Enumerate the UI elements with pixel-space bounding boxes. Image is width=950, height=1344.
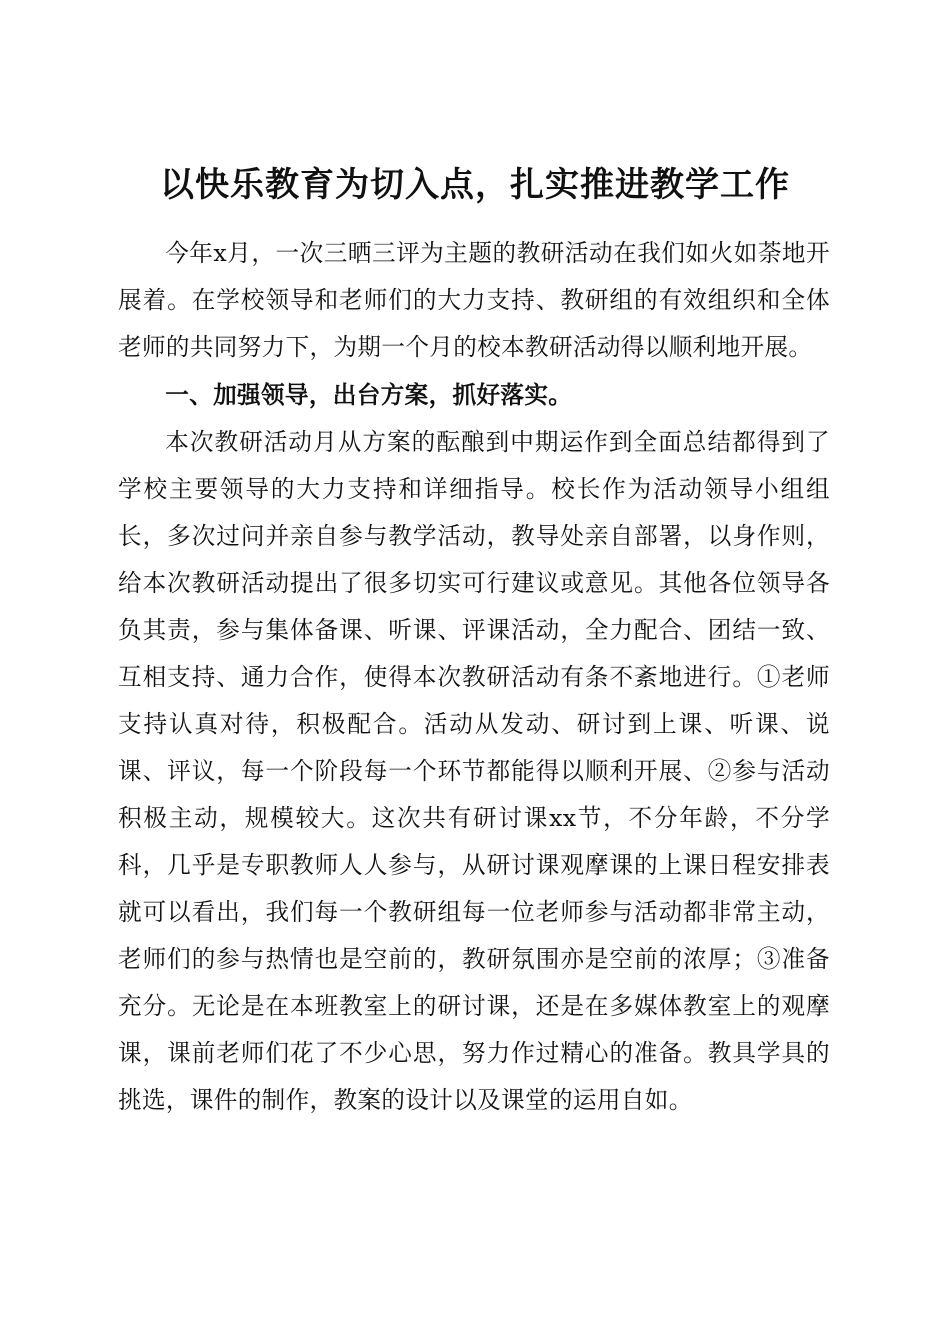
document-body (118, 230, 830, 1124)
section-heading-1: 一、加强领导，出台方案，抓好落实。 (165, 381, 573, 409)
section-paragraph-1: 本次教研活动月从方案的酝酿到中期运作到全面总结都得到了学校主要领导的大力支持和详细指导。校长作为活动领导小组组长，多次过问并亲自参与教学活动，教导处亲自部署，以身作则，给本次教研活动提出了很多切实可行建议或意见。其他各位领导各负其责，参与集体备课、听课、评课活动，全力配合、团结一致、互相支持、通力合作，使得本次教研活动有条不紊地进行。①老师支持认真对待，积极配合。活动从发动、研讨到上课、听课、说课、评议，每一个阶段每一个环节都能得以顺利开展、②参与活动积极主动，规模较大。这次共有研讨课xx节，不分年龄，不分学科，几乎是专职教师人人参与，从研讨课观摩课的上课日程安排表就可以看出，我们每一个教研组每一位老师参与活动都非常主动，老师们的参与热情也是空前的，教研氛围亦是空前的浓厚；③准备充分。无论是在本班教室上的研讨课，还是在多媒体教室上的观摩课，课前老师们花了不少心思，努力作过精心的准备。教具学具的挑选，课件的制作，教案的设计以及课堂的运用自如。 (118, 428, 830, 1114)
document-title: 以快乐教育为切入点，扎实推进教学工作 (160, 164, 790, 205)
intro-paragraph: 今年x月，一次三晒三评为主题的教研活动在我们如火如荼地开展着。在学校领导和老师们的大力支持、教研组的有效组织和全体老师的共同努力下，为期一个月的校本教研活动得以顺利地开展。 (118, 239, 830, 361)
